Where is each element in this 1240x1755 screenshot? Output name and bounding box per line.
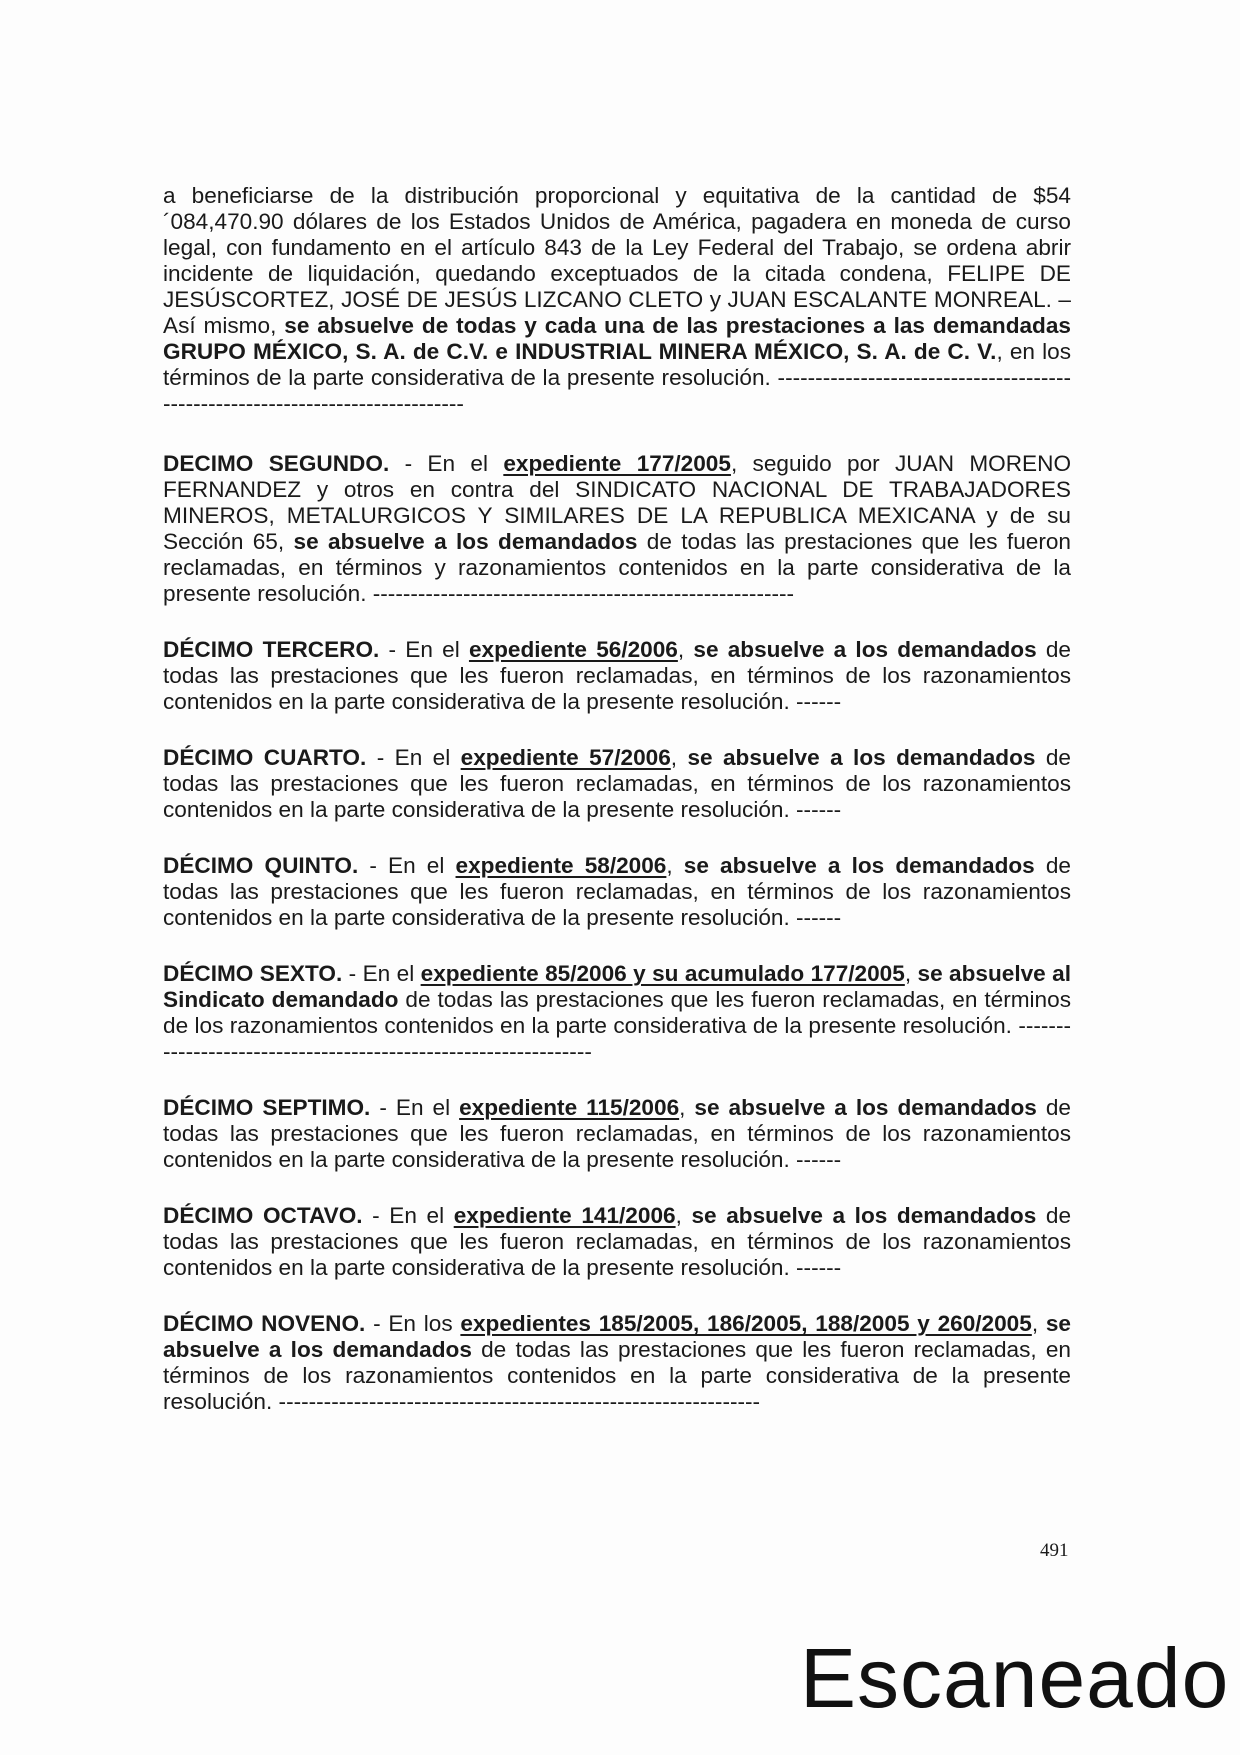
- case-reference: expediente 177/2005: [503, 451, 731, 476]
- paragraph-text: - En el: [342, 961, 421, 986]
- paragraph-p2: [163, 451, 1071, 607]
- paragraph-text: , seguido por JUAN MORENO FERNANDEZ y otros en contra del SINDICATO NACIONAL DE TRABAJADORES MINEROS, METALURGICOS Y SIMILARES DE LA REPUBLICA MEXICANA y de su Sección 65,: [163, 451, 1072, 554]
- paragraph-text: - En el: [358, 853, 456, 878]
- paragraph-text: ,: [677, 637, 694, 662]
- case-reference: expediente 115/2006: [459, 1095, 680, 1120]
- bold-text: se absuelve a los demandados: [687, 745, 1036, 770]
- bold-text: se absuelve a los demandados: [691, 1203, 1037, 1228]
- bold-text: se absuelve de todas y cada una de las prestaciones a las demandadas GRUPO MÉXICO, S. A. de C.V. e INDUSTRIAL MINERA MÉXICO, S. A. de C. V.: [163, 313, 1071, 364]
- bold-text: se absuelve a los demandados: [293, 529, 638, 554]
- paragraph-p3: [163, 637, 1071, 715]
- paragraph-p7: [163, 1095, 1071, 1173]
- case-reference: expediente 58/2006: [455, 853, 667, 878]
- resolution-body: [163, 183, 1071, 1445]
- paragraph-p5: [163, 853, 1071, 931]
- paragraph-text: ,: [675, 1203, 692, 1228]
- case-reference: expediente 56/2006: [468, 637, 678, 662]
- bold-text: se absuelve a los demandados: [163, 1311, 1071, 1362]
- paragraph-text: , en los términos de la parte considerativa de la presente resolución. -------------------------------------------------------------------------------: [163, 339, 1071, 416]
- bold-text: DÉCIMO SEXTO.: [163, 961, 343, 986]
- paragraph-text: ,: [666, 853, 684, 878]
- bold-text: DÉCIMO OCTAVO.: [163, 1203, 363, 1228]
- paragraph-text: - En el: [389, 451, 504, 476]
- bold-text: DÉCIMO CUARTO.: [163, 745, 367, 770]
- paragraph-p9: [163, 1311, 1071, 1415]
- scan-watermark: Escaneado: [800, 1631, 1230, 1725]
- paragraph-text: de todas las prestaciones que les fueron reclamadas, en términos de los razonamientos contenidos en la parte considerativa de la presente resolución. ------: [163, 853, 1071, 930]
- case-reference: expedientes 185/2005, 186/2005, 188/2005 y 260/2005: [460, 1311, 1032, 1336]
- bold-text: se absuelve al Sindicato demandado: [163, 961, 1071, 1012]
- paragraph-text: ,: [1031, 1311, 1046, 1336]
- paragraph-p4: [163, 745, 1071, 823]
- paragraph-text: ,: [904, 961, 918, 986]
- bold-text: DÉCIMO SEPTIMO.: [163, 1095, 371, 1120]
- paragraph-text: de todas las prestaciones que les fueron reclamadas, en términos de los razonamientos contenidos en la parte considerativa de la presente resolución. ------: [163, 637, 1071, 714]
- case-reference: expediente 57/2006: [460, 745, 671, 770]
- paragraph-text: de todas las prestaciones que les fueron reclamadas, en términos de los razonamientos contenidos en la parte considerativa de la presente resolución. ----------------------------------------------------------------: [163, 1337, 1071, 1414]
- paragraph-text: - En el: [379, 637, 469, 662]
- bold-text: se absuelve a los demandados: [683, 853, 1035, 878]
- paragraph-text: - En el: [370, 1095, 460, 1120]
- paragraph-text: de todas las prestaciones que les fueron reclamadas, en términos de los razonamientos contenidos en la parte considerativa de la presente resolución. ----------------------------------------------------------------: [163, 987, 1071, 1064]
- paragraph-p1: [163, 183, 1071, 417]
- bold-text: se absuelve a los demandados: [694, 1095, 1037, 1120]
- bold-text: se absuelve a los demandados: [693, 637, 1037, 662]
- page-number: 491: [1040, 1540, 1069, 1561]
- paragraph-text: a beneficiarse de la distribución proporcional y equitativa de la cantidad de $54´084,470.90 dólares de los Estados Unidos de América, pagadera en moneda de curso legal, con fundamento en el artículo 843 de la Ley Federal del Trabajo, se ordena abrir incidente de liquidación, quedando exceptuados de la citada condena, FELIPE DE JESÚSCORTEZ, JOSÉ DE JESÚS LIZCANO CLETO y JUAN ESCALANTE MONREAL. – Así mismo,: [163, 183, 1071, 338]
- bold-text: DÉCIMO QUINTO.: [163, 853, 359, 878]
- paragraph-text: - En el: [366, 745, 461, 770]
- bold-text: DÉCIMO NOVENO.: [163, 1311, 366, 1336]
- bold-text: DECIMO SEGUNDO.: [163, 451, 390, 476]
- bold-text: DÉCIMO TERCERO.: [163, 637, 380, 662]
- paragraph-text: - En el: [362, 1203, 454, 1228]
- paragraph-p8: [163, 1203, 1071, 1281]
- paragraph-text: - En los: [365, 1311, 461, 1336]
- case-reference: expediente 141/2006: [453, 1203, 676, 1228]
- paragraph-text: ,: [670, 745, 688, 770]
- paragraph-text: ,: [679, 1095, 695, 1120]
- case-reference: expediente 85/2006 y su acumulado 177/2005: [420, 961, 905, 986]
- paragraph-text: de todas las prestaciones que les fueron reclamadas, en términos y razonamientos contenidos en la parte considerativa de la presente resolución. --------------------------------------------------------: [163, 529, 1072, 606]
- paragraph-text: de todas las prestaciones que les fueron reclamadas, en términos de los razonamientos contenidos en la parte considerativa de la presente resolución. ------: [163, 1095, 1071, 1172]
- paragraph-text: de todas las prestaciones que les fueron reclamadas, en términos de los razonamientos contenidos en la parte considerativa de la presente resolución. ------: [163, 745, 1072, 822]
- paragraph-p6: [163, 961, 1071, 1065]
- paragraph-text: de todas las prestaciones que les fueron reclamadas, en términos de los razonamientos contenidos en la parte considerativa de la presente resolución. ------: [163, 1203, 1072, 1280]
